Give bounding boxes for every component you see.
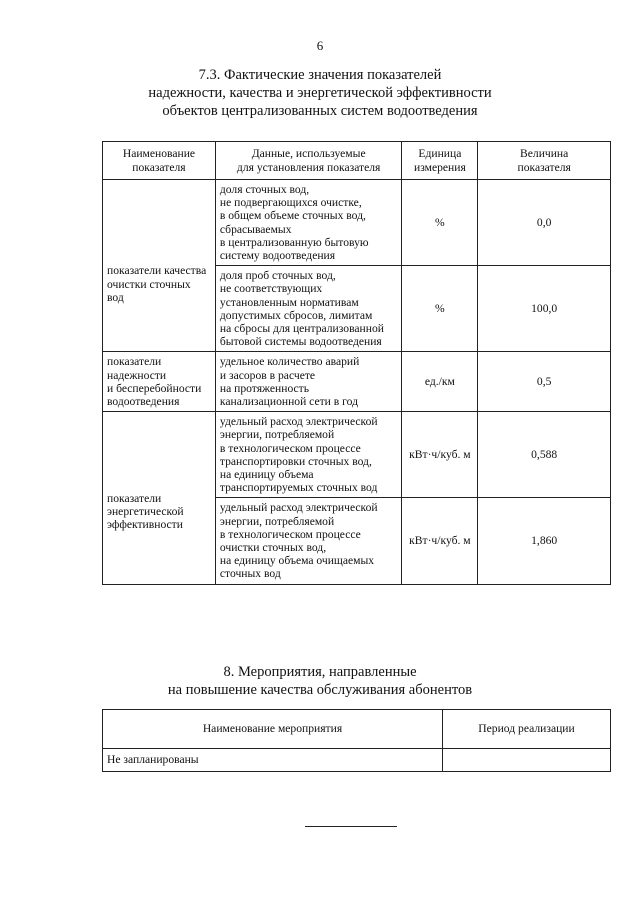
footer-divider bbox=[305, 826, 397, 827]
indicator-group-name bbox=[103, 412, 216, 584]
section-8-title-line: на повышение качества обслуживания абонентов bbox=[167, 682, 473, 698]
indicator-value: 0,588 bbox=[478, 412, 611, 498]
indicator-description bbox=[215, 352, 402, 412]
description-line: на единицу объема bbox=[219, 468, 314, 482]
indicator-description bbox=[215, 412, 402, 498]
header-unit bbox=[402, 142, 478, 180]
section-7-3-title bbox=[0, 66, 640, 120]
description-line: в технологическом процессе bbox=[219, 527, 361, 541]
group-name-line: показатели качества bbox=[107, 264, 207, 278]
indicator-unit: % bbox=[402, 180, 478, 266]
indicator-unit: ед./км bbox=[402, 352, 478, 412]
indicator-unit: % bbox=[402, 266, 478, 352]
description-line: установленным нормативам bbox=[219, 295, 359, 309]
indicator-unit: кВт·ч/куб. м bbox=[402, 412, 478, 498]
description-line: систему водоотведения bbox=[219, 249, 336, 263]
indicator-group-name bbox=[103, 352, 216, 412]
section-7-3-title-line: объектов централизованных систем водоотведения bbox=[162, 103, 478, 119]
indicators-table bbox=[102, 141, 611, 585]
events-header-row bbox=[103, 710, 611, 749]
header-text: Наименование bbox=[122, 147, 196, 161]
indicator-value: 100,0 bbox=[478, 266, 611, 352]
events-table bbox=[102, 709, 611, 772]
group-name-line: и бесперебойности bbox=[107, 381, 202, 395]
indicator-unit: кВт·ч/куб. м bbox=[402, 498, 478, 584]
page-number: 6 bbox=[316, 38, 324, 53]
header-text: для установления показателя bbox=[236, 160, 381, 174]
description-line: в централизованную бытовую bbox=[219, 235, 369, 249]
description-line: в технологическом процессе bbox=[219, 441, 361, 455]
description-line: на протяженность bbox=[219, 381, 310, 395]
description-line: допустимых сбросов, лимитам bbox=[219, 308, 373, 322]
event-period bbox=[443, 749, 611, 772]
description-line: удельное количество аварий bbox=[219, 355, 360, 369]
indicator-group-name bbox=[103, 180, 216, 352]
description-line: энергии, потребляемой bbox=[219, 514, 335, 528]
header-value bbox=[478, 142, 611, 180]
header-text: показателя bbox=[517, 160, 571, 174]
group-name-line: показатели bbox=[107, 355, 162, 369]
indicator-value: 1,860 bbox=[478, 498, 611, 584]
indicator-value: 0,5 bbox=[478, 352, 611, 412]
indicators-header-row bbox=[103, 142, 611, 180]
header-event-period: Период реализации bbox=[443, 710, 611, 749]
description-line: на сбросы для централизованной bbox=[219, 322, 384, 336]
header-indicator-name bbox=[103, 142, 216, 180]
group-name-line: надежности bbox=[107, 368, 167, 382]
description-line: удельный расход электрической bbox=[219, 501, 378, 515]
description-line: в общем объеме сточных вод, bbox=[219, 209, 366, 223]
indicator-description bbox=[215, 180, 402, 266]
header-text: Единица bbox=[418, 147, 462, 161]
description-line: транспортируемых сточных вод bbox=[219, 481, 378, 495]
group-name-line: показатели bbox=[107, 491, 162, 505]
section-7-3-title-line: 7.3. Фактические значения показателей bbox=[198, 67, 442, 83]
description-line: доля проб сточных вод, bbox=[219, 269, 336, 283]
header-indicator-data bbox=[215, 142, 402, 180]
group-name-line: энергетической bbox=[107, 504, 184, 518]
table-row bbox=[103, 352, 611, 412]
indicator-description bbox=[215, 266, 402, 352]
header-text: показателя bbox=[132, 160, 186, 174]
description-line: на единицу объема очищаемых bbox=[219, 554, 375, 568]
description-line: сбрасываемых bbox=[219, 222, 292, 236]
table-row bbox=[103, 749, 611, 772]
description-line: энергии, потребляемой bbox=[219, 428, 335, 442]
description-line: очистки сточных вод, bbox=[219, 541, 327, 555]
description-line: не подвергающихся очистке, bbox=[219, 196, 362, 210]
header-text: Данные, используемые bbox=[251, 147, 366, 161]
section-8-title bbox=[0, 663, 640, 699]
indicator-value: 0,0 bbox=[478, 180, 611, 266]
description-line: канализационной сети в год bbox=[219, 395, 358, 409]
group-name-line: вод bbox=[107, 290, 124, 304]
group-name-line: эффективности bbox=[107, 518, 183, 532]
table-row bbox=[103, 180, 611, 266]
header-text: измерения bbox=[413, 160, 466, 174]
group-name-line: очистки сточных bbox=[107, 277, 191, 291]
section-7-3-title-line: надежности, качества и энергетической эффективности bbox=[148, 85, 492, 101]
description-line: удельный расход электрической bbox=[219, 415, 378, 429]
description-line: сточных вод bbox=[219, 567, 281, 581]
description-line: бытовой системы водоотведения bbox=[219, 335, 382, 349]
group-name-line: водоотведения bbox=[107, 395, 180, 409]
header-text: Величина bbox=[520, 147, 569, 161]
description-line: доля сточных вод, bbox=[219, 183, 310, 196]
description-line: транспортировки сточных вод, bbox=[219, 454, 372, 468]
section-8-title-line: 8. Мероприятия, направленные bbox=[223, 664, 417, 680]
indicator-description bbox=[215, 498, 402, 584]
event-name: Не запланированы bbox=[103, 749, 443, 772]
description-line: не соответствующих bbox=[219, 282, 323, 296]
description-line: и засоров в расчете bbox=[219, 368, 316, 382]
table-row bbox=[103, 412, 611, 498]
header-event-name: Наименование мероприятия bbox=[103, 710, 443, 749]
